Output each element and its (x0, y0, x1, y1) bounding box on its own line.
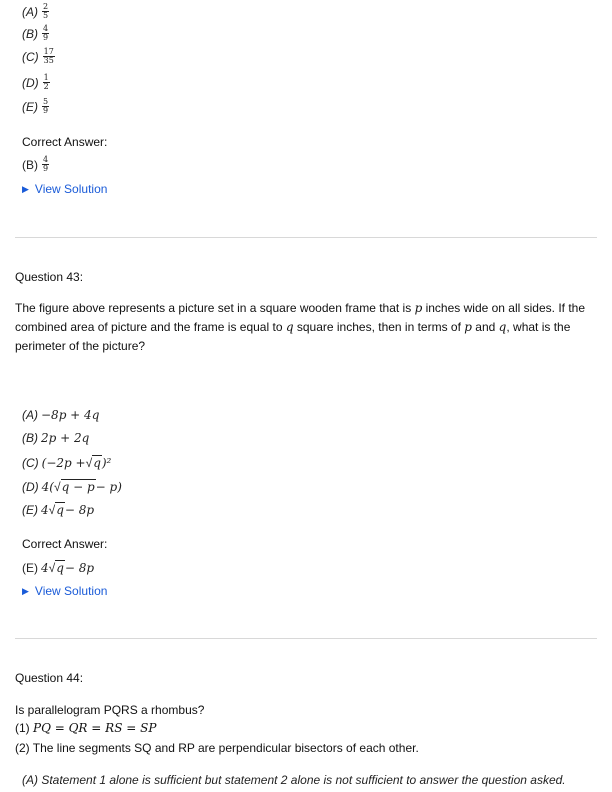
q42-option-a: (A) $\frac{2}{5}$ (22, 2, 49, 20)
correct-answer-heading: Correct Answer: (22, 537, 108, 551)
q43-option-e: (E) 4 √ q − 8p (22, 502, 95, 517)
q43-option-b: (B) 2p + 2q (22, 431, 90, 445)
triangle-right-icon: ▶ (22, 183, 29, 194)
q43-option-d: (D) 4( √ q − p − p) (22, 479, 122, 494)
view-solution-link[interactable]: ▶ View Solution (22, 584, 108, 598)
question-text: The figure above represents a picture set in a square wooden frame that is p inches wide on all sides. If the combined area of picture and the frame is equal to q square inches, then in terms of p and q, what is the perimeter of the picture? (15, 301, 586, 353)
fraction: $\frac{17}{35}$ (43, 47, 54, 65)
fraction: $\frac{4}{9}$ (43, 155, 49, 173)
divider (15, 237, 597, 238)
divider (15, 638, 597, 639)
triangle-right-icon: ▶ (22, 585, 29, 596)
correct-answer: (B) $\frac{4}{9}$ (22, 155, 49, 173)
fraction: $\frac{1}{2}$ (43, 73, 49, 91)
fraction: $\frac{2}{5}$ (43, 2, 49, 20)
q42-option-b: (B) $\frac{4}{9}$ (22, 24, 49, 42)
statement-2: (2) The line segments SQ and RP are perpendicular bisectors of each other. (15, 741, 419, 755)
q43-option-a: (A) −8p + 4q (22, 408, 100, 422)
statement-1: (1) PQ = QR = RS = SP (15, 721, 157, 735)
question-text: Is parallelogram PQRS a rhombus? (15, 703, 205, 717)
q42-option-c: (C) $\frac{17}{35}$ (22, 47, 54, 65)
question-title: Question 44: (15, 671, 84, 685)
q42-option-e: (E) $\frac{5}{9}$ (22, 97, 49, 115)
view-solution-link[interactable]: ▶ View Solution (22, 182, 108, 196)
correct-answer-heading: Correct Answer: (22, 135, 108, 149)
q43-option-c: (C) (−2p + √ q )² (22, 455, 112, 470)
question-title: Question 43: (15, 270, 84, 284)
fraction: $\frac{5}{9}$ (43, 97, 49, 115)
correct-answer: (E) 4 √ q − 8p (22, 560, 95, 575)
fraction: $\frac{4}{9}$ (43, 24, 49, 42)
q44-option-a: (A) Statement 1 alone is sufficient but statement 2 alone is not sufficient to answer the question asked. (22, 773, 566, 787)
q42-option-d: (D) $\frac{1}{2}$ (22, 73, 49, 91)
